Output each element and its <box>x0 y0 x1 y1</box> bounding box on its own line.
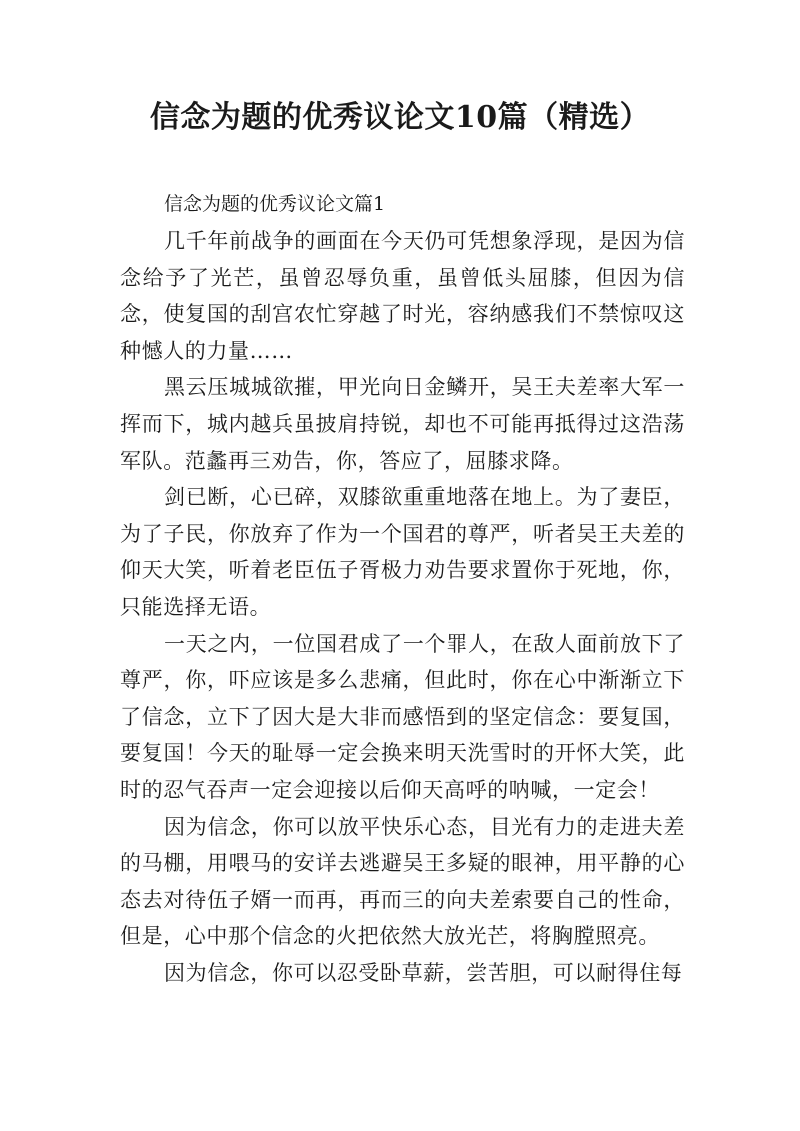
paragraph-4: 一天之内，一位国君成了一个罪人，在敌人面前放下了尊严，你，吓应该是多么悲痛，但此时，你在心中渐渐立下了信念，立下了因大是大非而感悟到的坚定信念：要复国，要复国！今天的耻辱一定会换来明天洗雪时的开怀大笑，此时的忍气吞声一定会迎接以后仰天高呼的呐喊，一定会！ <box>120 631 685 802</box>
paragraph-3: 剑已断，心已碎，双膝欲重重地落在地上。为了妻臣，为了子民，你放弃了作为一个国君的尊严，听者吴王夫差的仰天大笑，听着老臣伍子胥极力劝告要求置你于死地，你，只能选择无语。 <box>120 485 685 619</box>
section-heading: 信念为题的优秀议论文篇1 <box>164 193 386 215</box>
document-title: 信念为题的优秀议论文10篇（精选） <box>149 100 651 135</box>
paragraph-6: 因为信念，你可以忍受卧草薪，尝苦胆，可以耐得住每 <box>164 960 683 985</box>
paragraph-1: 几千年前战争的画面在今天仍可凭想象浮现，是因为信念给予了光芒，虽曾忍辱负重，虽曾低头屈膝，但因为信念，使复国的刮宫农忙穿越了时光，容纳感我们不禁惊叹这种憾人的力量…… <box>120 229 685 363</box>
paragraph-2: 黑云压城城欲摧，甲光向日金鳞开，吴王夫差率大军一挥而下，城内越兵虽披肩持锐，却也不可能再抵得过这浩荡军队。范蠡再三劝告，你，答应了，屈膝求降。 <box>120 375 685 473</box>
paragraph-5: 因为信念，你可以放平快乐心态，目光有力的走进夫差的马棚，用喂马的安详去逃避吴王多疑的眼神，用平静的心态去对待伍子婿一而再，再而三的向夫差索要自己的性命，但是，心中那个信念的火把依然大放光芒，将胸膛照亮。 <box>120 814 685 949</box>
document-body <box>120 185 685 991</box>
